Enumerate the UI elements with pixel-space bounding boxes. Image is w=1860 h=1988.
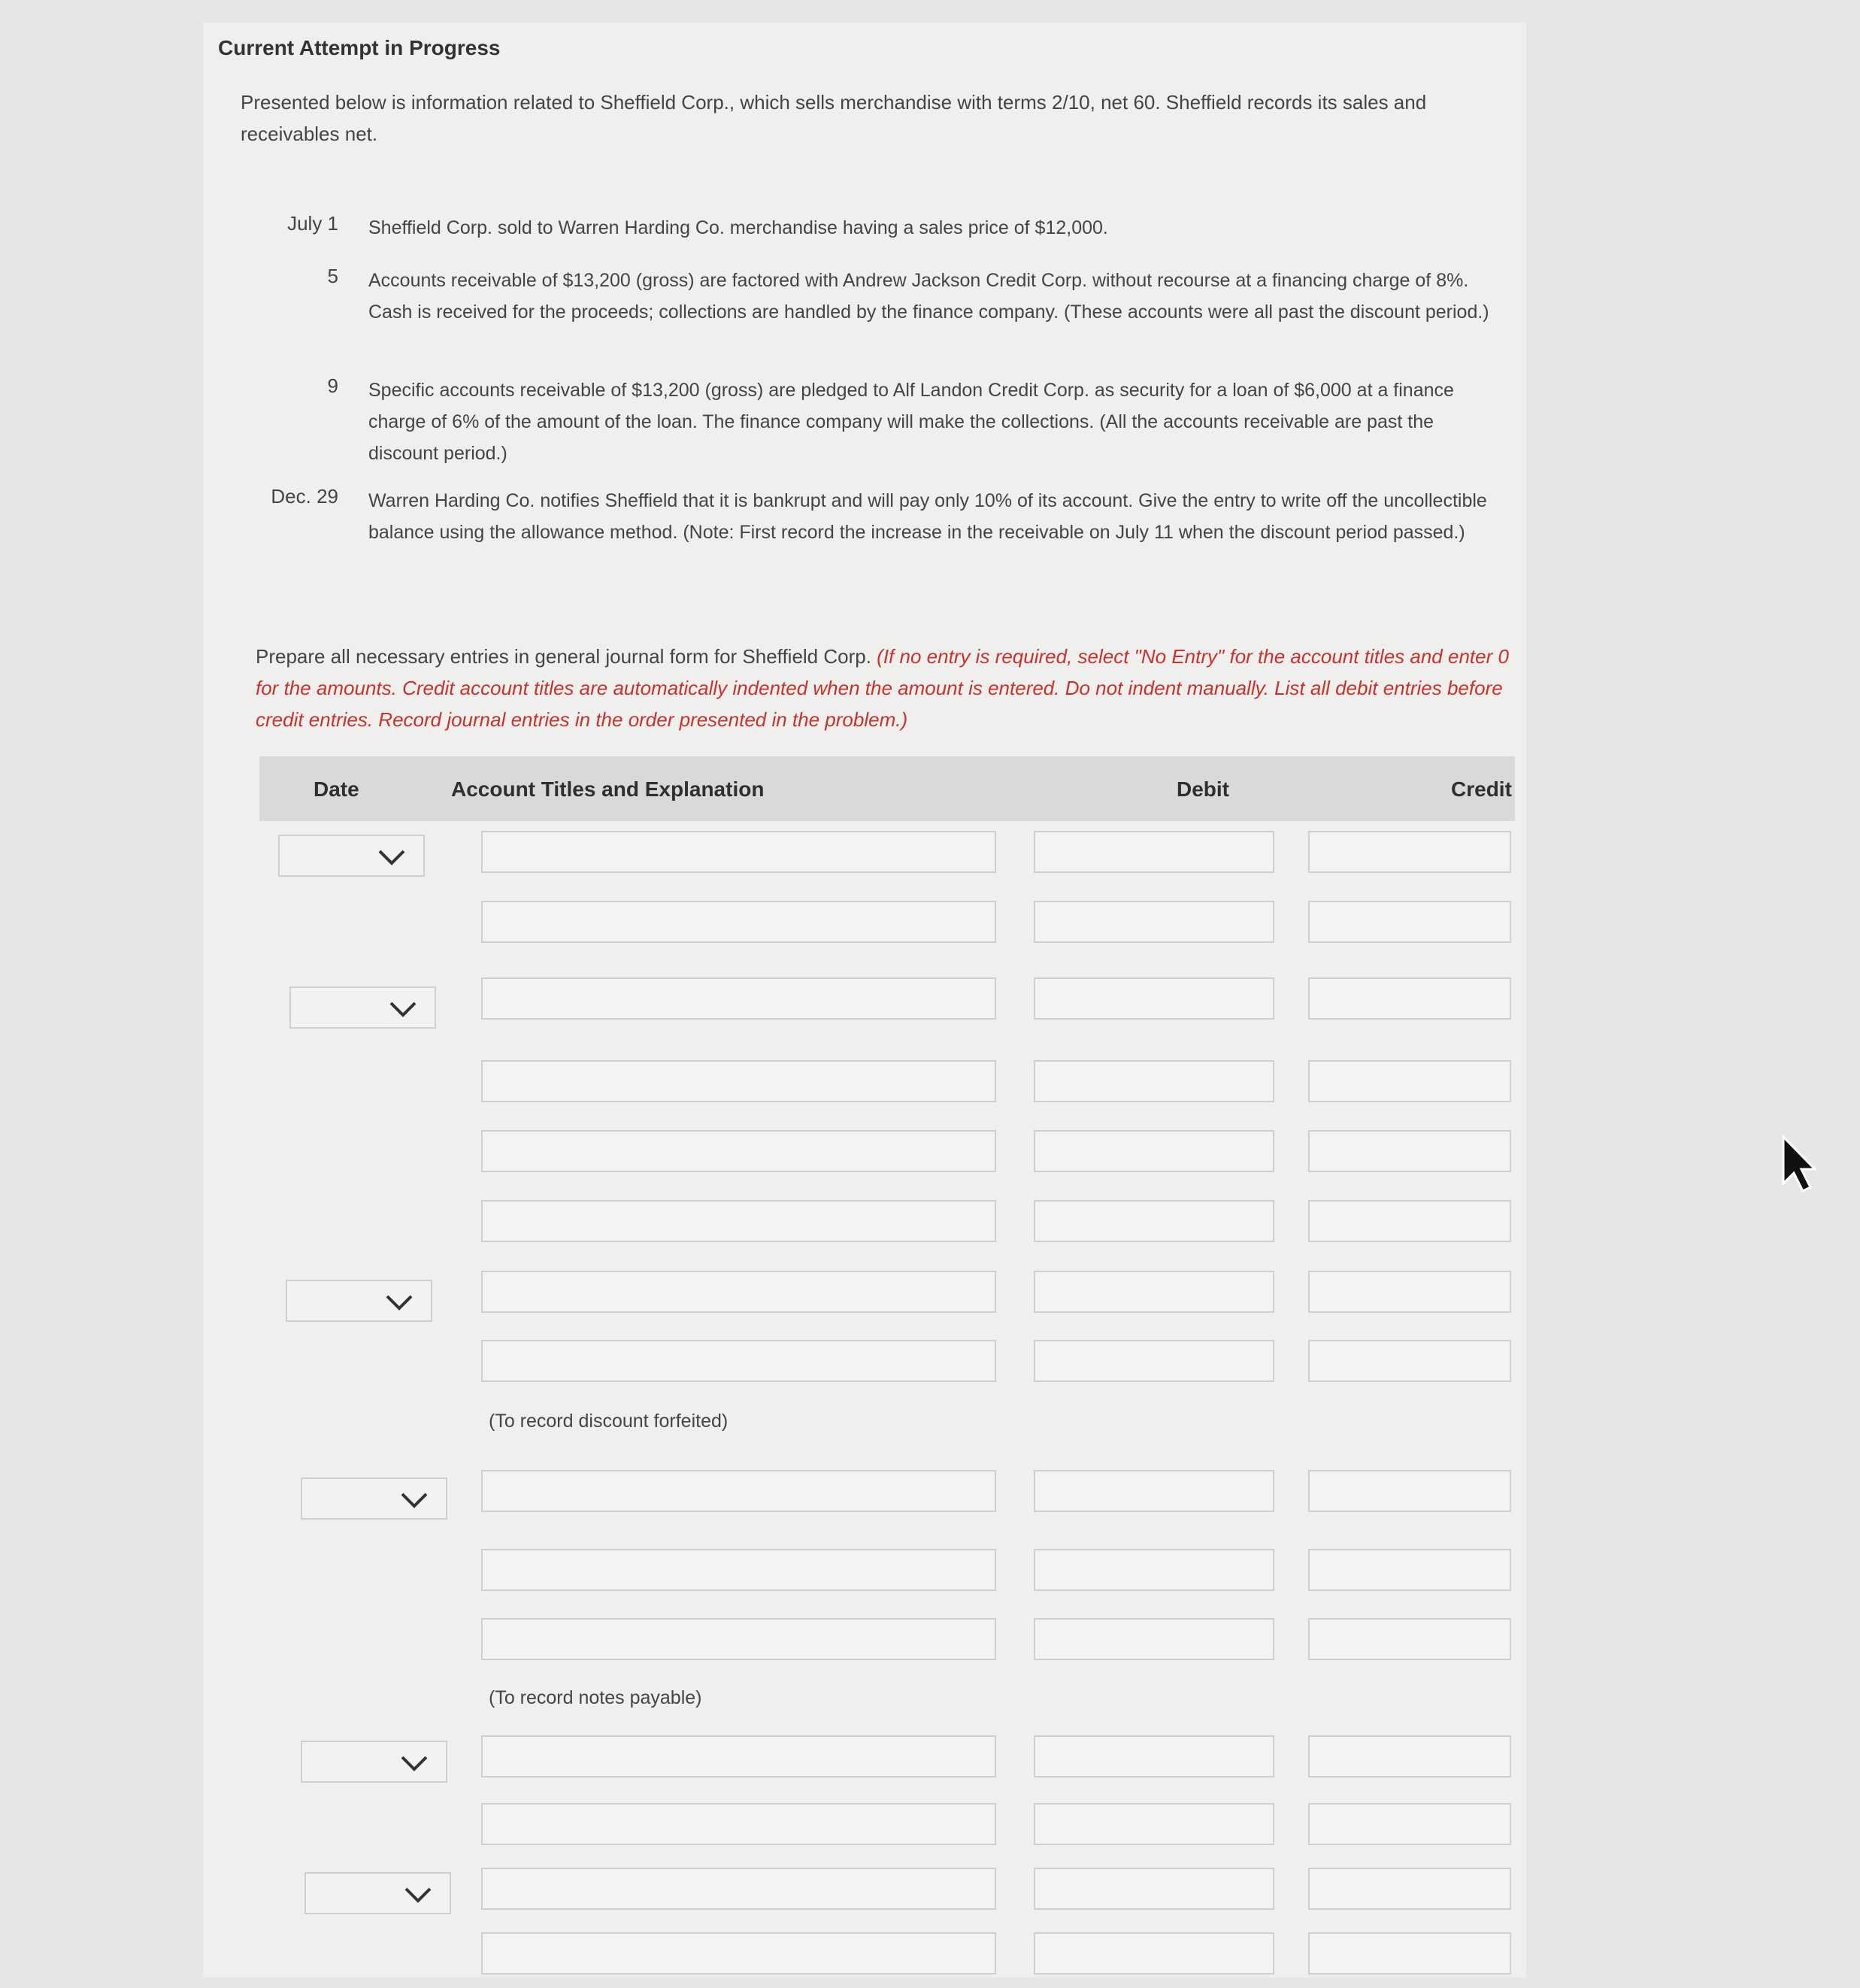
chevron-down-icon [377, 848, 407, 866]
transaction-text: Warren Harding Co. notifies Sheffield that it is bankrupt and will pay only 10% of its account. Give the entry to write off the uncollectible balance using the allowance method. (Note: First record the increase in the receivable on July 11 when the discount period passed.) [368, 490, 1487, 543]
account-title-input[interactable] [481, 1200, 996, 1242]
chevron-down-icon [399, 1491, 429, 1509]
account-title-input[interactable] [481, 1735, 996, 1777]
credit-input[interactable] [1308, 1200, 1511, 1242]
credit-input[interactable] [1308, 901, 1511, 943]
account-title-input[interactable] [481, 831, 996, 873]
credit-input[interactable] [1308, 1549, 1511, 1591]
date-dropdown[interactable] [286, 1280, 432, 1322]
date-dropdown[interactable] [304, 1872, 451, 1914]
journal-table-header [259, 756, 1515, 821]
account-title-input[interactable] [481, 1271, 996, 1313]
date-dropdown[interactable] [301, 1741, 447, 1783]
credit-input[interactable] [1308, 1618, 1511, 1660]
transaction-text: Accounts receivable of $13,200 (gross) are factored with Andrew Jackson Credit Corp. without recourse at a financing charge of 8%. Cash is received for the proceeds; collections are handled by the finance company. (These accounts were all past the discount period.) [368, 270, 1489, 323]
debit-input[interactable] [1034, 901, 1274, 943]
entry-note: (To record discount forfeited) [489, 1411, 729, 1432]
debit-input[interactable] [1034, 977, 1274, 1020]
account-title-input[interactable] [481, 1060, 996, 1102]
account-title-input[interactable] [481, 1618, 996, 1660]
credit-input[interactable] [1308, 977, 1511, 1020]
debit-input[interactable] [1034, 1470, 1274, 1512]
prompt-text: Prepare all necessary entries in general journal form for Sheffield Corp. [256, 645, 871, 668]
transaction-text: Specific accounts receivable of $13,200 (gross) are pledged to Alf Landon Credit Corp. as security for a loan of $6,000 at a finance charge of 6% of the amount of the loan. The finance company will make the collections. (All the accounts receivable are past the discount period.) [368, 380, 1454, 464]
account-title-input[interactable] [481, 1932, 996, 1974]
debit-input[interactable] [1034, 1868, 1274, 1910]
credit-input[interactable] [1308, 1340, 1511, 1382]
problem-page [203, 23, 1526, 1977]
account-title-input[interactable] [481, 977, 996, 1020]
mouse-pointer-icon [1780, 1134, 1816, 1194]
debit-input[interactable] [1034, 1549, 1274, 1591]
credit-input[interactable] [1308, 1932, 1511, 1974]
account-title-input[interactable] [481, 1803, 996, 1845]
instructions-note: (If no entry is required, select "No Entry" for the account titles and enter 0 for the amounts. Credit account titles are automatically indented when the amount is entered. Do not indent manually. List all debit entries before credit entries. Record journal entries in the order presented in the problem.) [256, 645, 1509, 731]
chevron-down-icon [384, 1293, 414, 1311]
date-dropdown[interactable] [301, 1477, 447, 1520]
credit-input[interactable] [1308, 1060, 1511, 1102]
debit-input[interactable] [1034, 1618, 1274, 1660]
credit-input[interactable] [1308, 1470, 1511, 1512]
date-header: Date [314, 777, 359, 801]
attempt-label: Current Attempt in Progress [218, 36, 501, 59]
problem-intro: Presented below is information related to Sheffield Corp., which sells merchandise with terms 2/10, net 60. Sheffield records its sales and receivables net. [241, 91, 1427, 145]
account-title-input[interactable] [481, 1340, 996, 1382]
instructions [256, 641, 1519, 735]
debit-input[interactable] [1034, 1130, 1274, 1172]
account-title-input[interactable] [481, 1549, 996, 1591]
debit-input[interactable] [1034, 831, 1274, 873]
credit-input[interactable] [1308, 1130, 1511, 1172]
credit-input[interactable] [1308, 1271, 1511, 1313]
transaction-date: Dec. 29 [271, 485, 338, 508]
debit-input[interactable] [1034, 1340, 1274, 1382]
credit-input[interactable] [1308, 1803, 1511, 1845]
transaction-text: Sheffield Corp. sold to Warren Harding Co. merchandise having a sales price of $12,000. [368, 217, 1108, 238]
debit-input[interactable] [1034, 1271, 1274, 1313]
credit-input[interactable] [1308, 831, 1511, 873]
chevron-down-icon [399, 1754, 429, 1772]
entry-note: (To record notes payable) [489, 1687, 702, 1708]
debit-input[interactable] [1034, 1932, 1274, 1974]
chevron-down-icon [388, 1000, 418, 1018]
credit-header: Credit [1451, 777, 1512, 801]
credit-input[interactable] [1308, 1735, 1511, 1777]
account-title-input[interactable] [481, 1130, 996, 1172]
transaction-date: 9 [327, 374, 338, 397]
debit-input[interactable] [1034, 1060, 1274, 1102]
date-dropdown[interactable] [289, 986, 436, 1029]
debit-header: Debit [1177, 777, 1229, 801]
account-title-input[interactable] [481, 901, 996, 943]
transaction-date: 5 [327, 265, 338, 287]
date-dropdown[interactable] [278, 835, 425, 877]
account-title-input[interactable] [481, 1868, 996, 1910]
transaction-date: July 1 [287, 212, 338, 235]
account-header: Account Titles and Explanation [451, 777, 765, 801]
account-title-input[interactable] [481, 1470, 996, 1512]
debit-input[interactable] [1034, 1803, 1274, 1845]
credit-input[interactable] [1308, 1868, 1511, 1910]
debit-input[interactable] [1034, 1200, 1274, 1242]
debit-input[interactable] [1034, 1735, 1274, 1777]
chevron-down-icon [403, 1886, 433, 1904]
